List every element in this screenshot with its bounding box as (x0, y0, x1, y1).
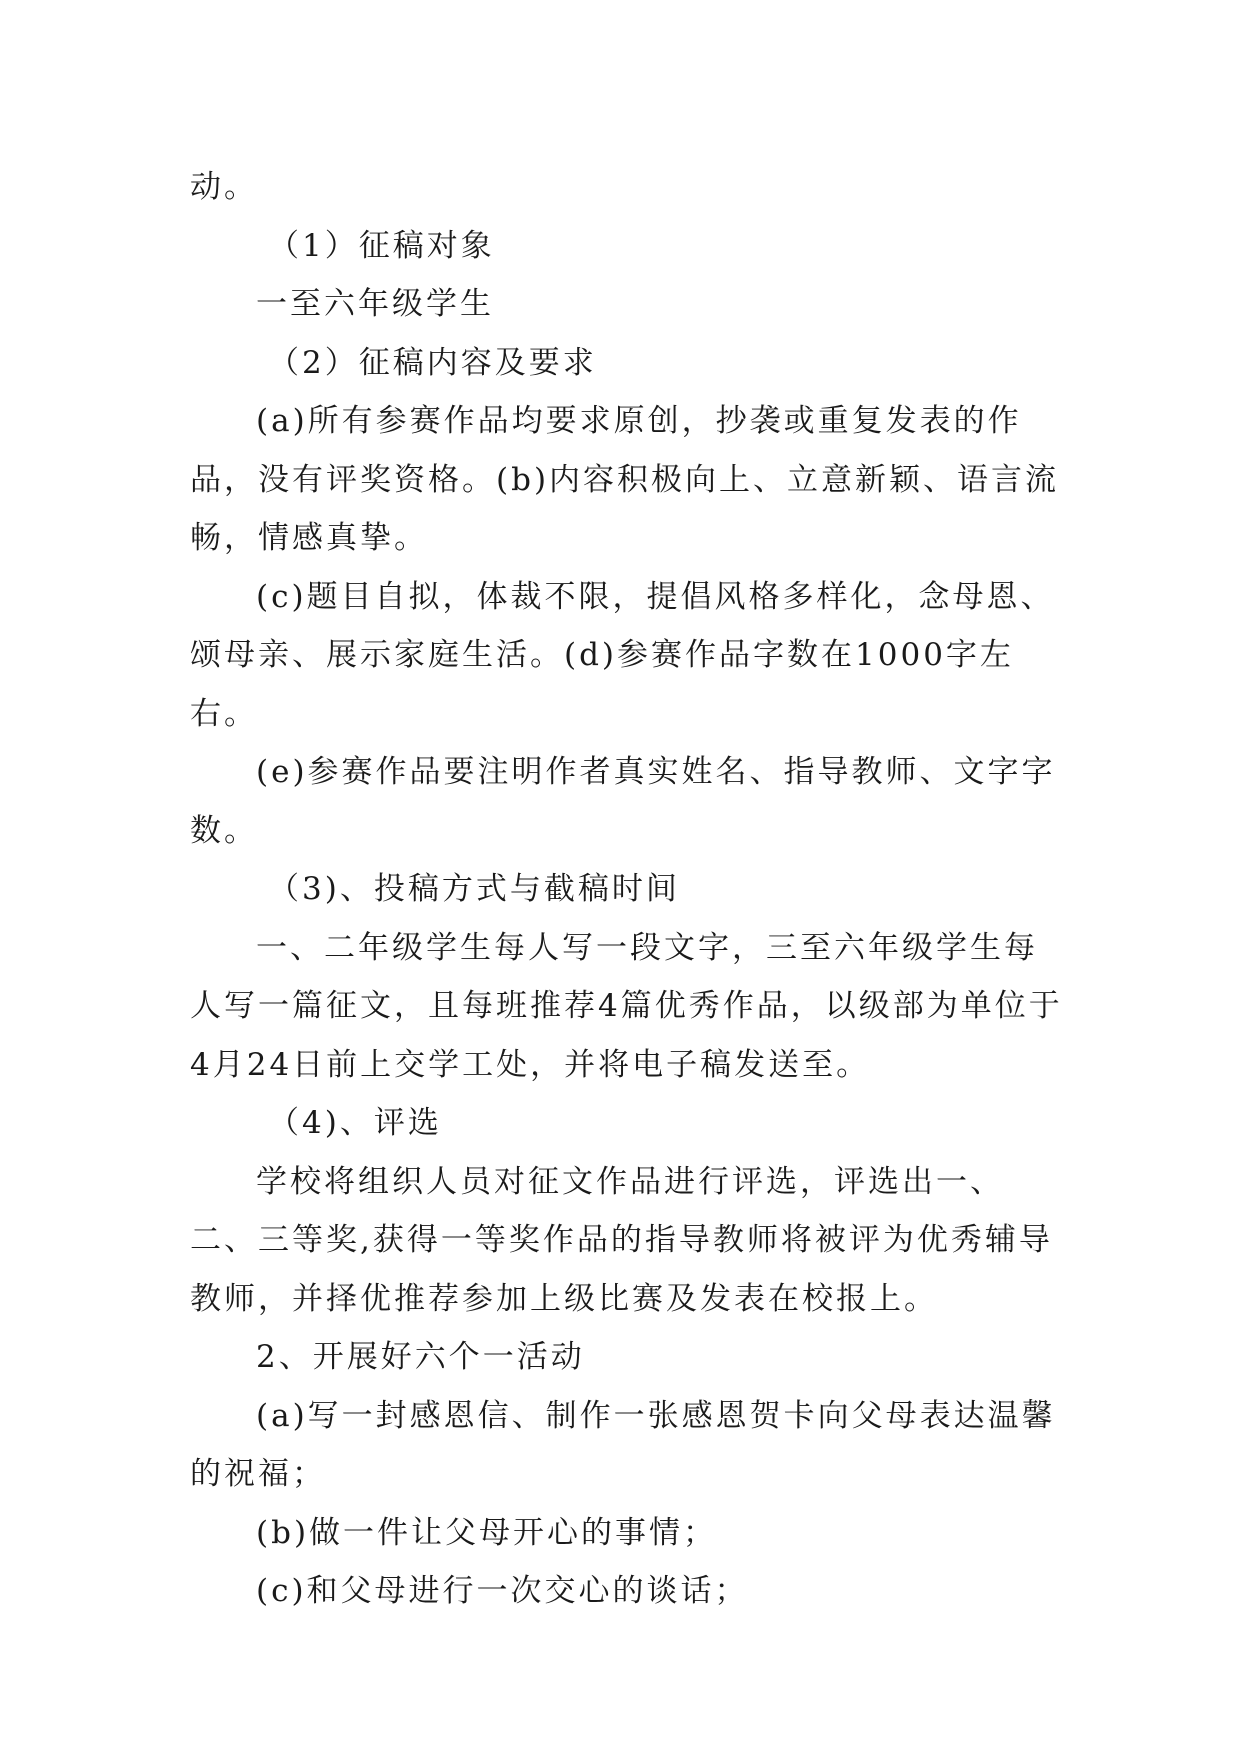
list-item: (a)写一封感恩信、制作一张感恩贺卡向父母表达温馨的祝福； (190, 1397, 1056, 1492)
list-item: (b)做一件让父母开心的事情； (256, 1514, 718, 1551)
paragraph: (a)所有参赛作品均要求原创，抄袭或重复发表的作品，没有评奖资格。(b)内容积极向上、立意新颖、语言流畅，情感真挚。 (190, 403, 1060, 556)
paragraph: (e)参赛作品要注明作者真实姓名、指导教师、文字字数。 (190, 754, 1056, 849)
section-heading-1: （1）征稿对象 (268, 227, 495, 264)
paragraph: 一、二年级学生每人写一段文字，三至六年级学生每人写一篇征文，且每班推荐4篇优秀作品，以级部为单位于4月24日前上交学工处，并将电子稿发送至。 (190, 929, 1063, 1083)
section-heading-4: （4)、评选 (268, 1105, 442, 1141)
paragraph: (c)题目自拟，体裁不限，提倡风格多样化，念母恩、颂母亲、展示家庭生活。(d)参赛作品字数在1000字左右。 (190, 578, 1055, 732)
paragraph: 一至六年级学生 (256, 286, 494, 322)
list-item: (c)和父母进行一次交心的谈话； (256, 1573, 749, 1609)
section-heading-activities: 2、开展好六个一活动 (256, 1339, 585, 1375)
section-heading-2: （2）征稿内容及要求 (268, 344, 597, 381)
paragraph: 动。 (190, 169, 258, 205)
section-heading-3: （3)、投稿方式与截稿时间 (268, 871, 680, 907)
document-body (190, 158, 1070, 1621)
paragraph: 学校将组织人员对征文作品进行评选，评选出一、二、三等奖,获得一等奖作品的指导教师将被评为优秀辅导教师，并择优推荐参加上级比赛及发表在校报上。 (190, 1163, 1053, 1317)
